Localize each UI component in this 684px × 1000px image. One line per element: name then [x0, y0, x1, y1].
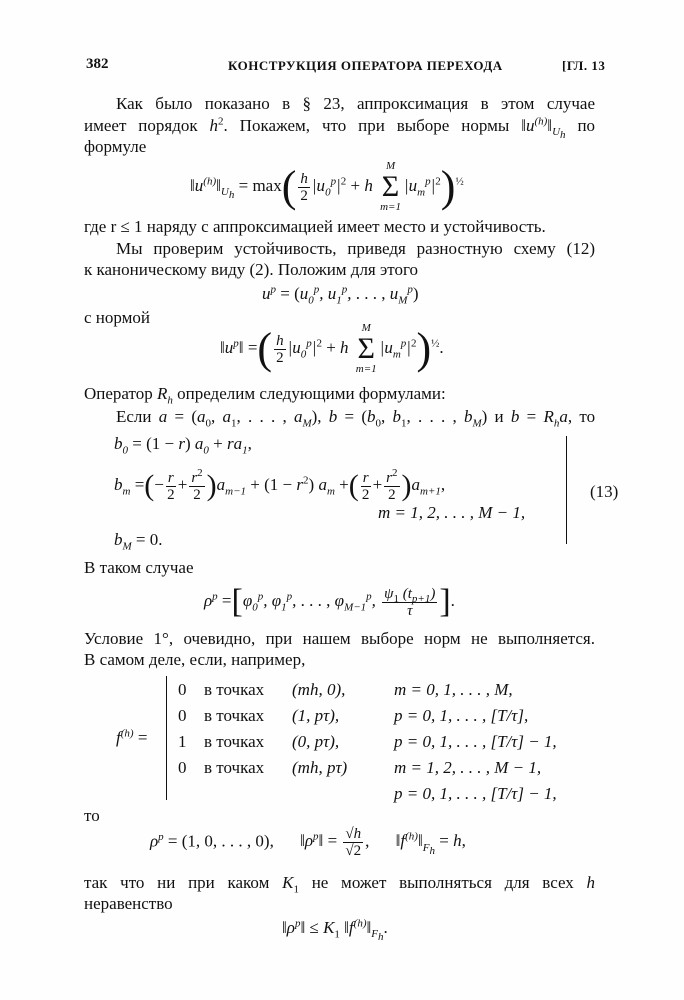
system-row: m = 1, 2, . . . , M − 1, [378, 503, 526, 522]
paragraph-line: Оператор $R_h$ определим следующими формулами: [84, 384, 446, 407]
rho-values: $\rho^p = (1$, 0, . . . , 0), $‖\rho^p‖$ = $\frac{√h}{√2}$ , $‖f^{(h)}‖_{F_h} = h$, [150, 826, 466, 859]
paragraph-line: к каноническому виду (2). Положим для этого [84, 260, 419, 279]
paragraph-line: Мы проверим устойчивость, приведя разностную схему (12) [116, 239, 595, 258]
paragraph-line: Как было показано в § 23, аппроксимация в этом случае [116, 94, 595, 113]
equation-number: (13) [590, 482, 619, 501]
paragraph-line: В таком случае [84, 558, 194, 577]
paragraph-line: Условие 1°, очевидно, при нашем выборе норм не выполняется. [84, 629, 595, 648]
system-row: $b_M = 0$. [114, 530, 163, 553]
vector-definition: $u^p = (u_0^p$, $u_1^p$, . . . , $u_M^p$) [262, 283, 419, 307]
final-inequality: $‖\rho^p‖ \le K_1$ $‖f^{(h)}‖_{F_h}$. [282, 917, 388, 944]
right-brace [566, 436, 567, 544]
paragraph-line: то [84, 806, 100, 825]
page-number: 382 [86, 56, 109, 72]
paragraph-line: неравенство [84, 894, 173, 913]
system-row: $b_m$ =(− $\frac{r}{2}$ + $\frac{r^2}{2}$ )$a_{m-1} + (1 - r^2)$ $a_m$ +( $\frac{r}{2}$ + $\frac{r^2}{2}$ )$a_{m+1}$, [114, 466, 446, 503]
chapter-label: [ГЛ. 13 [562, 58, 606, 73]
rho-vector: $\rho^p =[\varphi_0^p$, $\varphi_1^p$, . . . , $\varphi_{M-1}^p$, $\frac{\psi_1 (t_{p+1})}{\tau}$ ]. [204, 583, 455, 620]
paragraph-line: так что ни при каком $K_1$ не может выполняться для всех h [84, 873, 596, 896]
piecewise-lhs: $f^{(h)}$ = [116, 727, 148, 747]
norm-formula-2: $‖u^p‖$ =( $\frac{h}{2}$ $|u_0^p|^2 + h$ M Σ m=1 $|u_m^p|^2)^{\frac{1}{2}}$. [220, 322, 444, 375]
paragraph-line: Если $a = (a_0$, $a_1$, . . . , $a_M$), $b = (b_0$, $b_1$, . . . , $b_M$) и $b = R_ha$, то [116, 407, 596, 430]
paragraph-line: В самом деле, если, например, [84, 650, 306, 669]
norm-formula: $‖u^{(h)}‖_{U_h} = \max$( $\frac{h}{2}$ $|u_0^p|^2 + h$ M Σ m=1 $|u_m^p|^2)^{\frac{1}{2}}$ [190, 160, 464, 213]
system-row: $b_0 = (1 - r) a_0 + ra_1$, [114, 434, 252, 457]
left-brace [166, 676, 167, 800]
paragraph-line: формуле [84, 137, 147, 156]
paragraph-line: где r ≤ 1 наряду с аппроксимацией имеет место и устойчивость. [84, 217, 546, 236]
paragraph-line: с нормой [84, 308, 150, 327]
paragraph-line: имеет порядок $h^2$. Покажем, что при выборе нормы $‖u^{(h)}‖_{U_h}$ по [84, 115, 596, 142]
running-title: КОНСТРУКЦИЯ ОПЕРАТОРА ПЕРЕХОДА [228, 58, 503, 73]
